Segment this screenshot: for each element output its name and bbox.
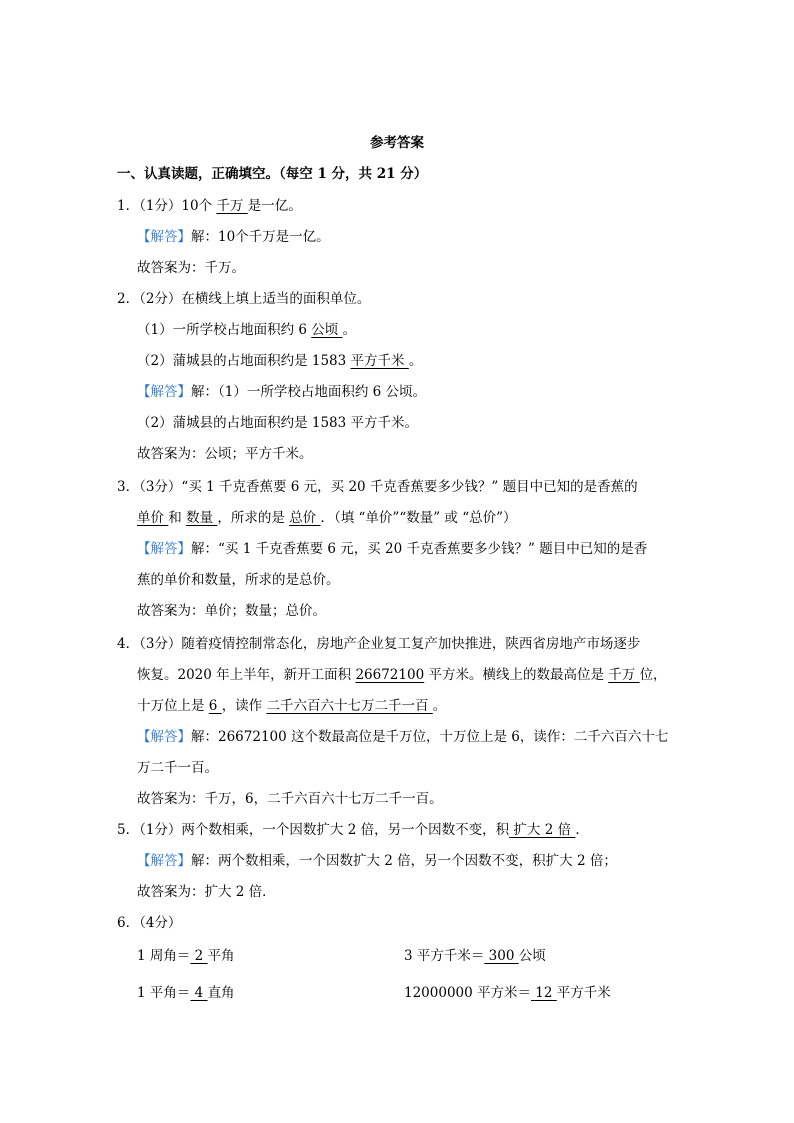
q3-jieda-1: 解：“买 1 千克香蕉要 6 元，买 20 千克香蕉要多少钱？” 题目中已知的是香 bbox=[191, 541, 648, 557]
q2-p2-blank: 平方千米 bbox=[350, 353, 409, 369]
question-6: 6．（4分） bbox=[117, 915, 182, 931]
q4-line-3-tail: 。 bbox=[432, 698, 447, 714]
q6-r1r-text: 3 平方千米＝ bbox=[404, 948, 485, 964]
q3-line-1: 3．（3分）“买 1 千克香蕉要 6 元，买 20 千克香蕉要多少钱？” 题目中已知的是香蕉的 bbox=[117, 479, 638, 495]
q2-p2-text: （2）蒲城县的占地面积约是 1583 bbox=[137, 353, 351, 369]
q4-line-2-tail: 位， bbox=[639, 667, 667, 683]
q6-r1l-blank: 2 bbox=[190, 948, 208, 964]
question-5 bbox=[117, 820, 589, 840]
q3-line-2 bbox=[137, 508, 517, 528]
q2-p1-tail: 。 bbox=[342, 322, 357, 338]
q4-line-3 bbox=[137, 696, 446, 716]
q4-line-2-mid: 平方米。横线上的数最高位是 bbox=[424, 667, 609, 683]
q2-jieda-1: 解：（1）一所学校占地面积约 6 公顷。 bbox=[191, 384, 427, 400]
q6-r2l-text: 1 平角＝ bbox=[137, 985, 191, 1001]
q6-r1r-tail: 公顷 bbox=[518, 948, 546, 964]
q6-r2r-blank: 12 bbox=[531, 985, 557, 1001]
section-heading: 一、认真读题，正确填空。（每空 1 分，共 21 分） bbox=[117, 166, 428, 182]
q3-jieda-2: 蕉的单价和数量，所求的是总价。 bbox=[137, 572, 340, 588]
q1-tail: 是一亿。 bbox=[247, 198, 302, 214]
q4-jieda-2: 万二千一百。 bbox=[137, 760, 218, 776]
page-title: 参考答案 bbox=[370, 135, 424, 151]
q6-row2-left bbox=[137, 983, 235, 1003]
q6-r2r-tail: 平方千米 bbox=[556, 985, 611, 1001]
q5-tail: ． bbox=[575, 822, 589, 838]
q2-jieda-2: （2）蒲城县的占地面积约是 1583 平方千米。 bbox=[137, 415, 419, 431]
q5-jieda: 解：两个数相乘，一个因数扩大 2 倍，另一个因数不变，积扩大 2 倍； bbox=[191, 853, 617, 869]
q3-blank-3: 总价 bbox=[289, 510, 321, 526]
jieda-tag: 【解答】 bbox=[137, 384, 191, 400]
question-1 bbox=[117, 196, 302, 216]
q6-row2-right bbox=[404, 983, 611, 1003]
q6-r1r-blank: 300 bbox=[484, 948, 519, 964]
q2-solution bbox=[137, 382, 426, 402]
q6-r2l-blank: 4 bbox=[190, 985, 208, 1001]
q1-jieda: 解：10个千万是一亿。 bbox=[191, 229, 330, 245]
q4-blank-3: 二千六百六十七万二千一百 bbox=[266, 698, 433, 714]
question-3 bbox=[117, 477, 638, 497]
q2-p1-blank: 公顷 bbox=[311, 322, 343, 338]
q3-blank-2: 数量 bbox=[186, 510, 218, 526]
q4-line-3-head: 十万位上是 bbox=[137, 698, 209, 714]
q2-p2-tail: 。 bbox=[408, 353, 423, 369]
question-4: 4．（3分）随着疫情控制常态化，房地产企业复工复产加快推进，陕西省房地产市场逐步 bbox=[117, 636, 641, 652]
jieda-tag: 【解答】 bbox=[137, 853, 191, 869]
q2-part-1 bbox=[137, 320, 356, 340]
q3-blank-1: 单价 bbox=[137, 510, 169, 526]
jieda-tag: 【解答】 bbox=[137, 229, 191, 245]
q6-row1-left bbox=[137, 946, 235, 966]
q1-text: 1．（1分）10个 bbox=[117, 198, 217, 214]
jieda-tag: 【解答】 bbox=[137, 729, 191, 745]
q4-blank-2: 6 bbox=[208, 698, 222, 714]
q4-solution bbox=[137, 727, 668, 747]
q2-p1-text: （1）一所学校占地面积约 6 bbox=[137, 322, 312, 338]
q3-solution bbox=[137, 539, 647, 559]
q5-blank: 扩大 2 倍 bbox=[509, 822, 576, 838]
q2-answer: 故答案为：公顷；平方千米。 bbox=[137, 446, 313, 462]
q2-part-2 bbox=[137, 351, 422, 371]
q4-jieda-1: 解：26672100 这个数最高位是千万位，十万位上是 6，读作：二千六百六十七 bbox=[191, 729, 669, 745]
q4-answer: 故答案为：千万，6，二千六百六十七万二千一百。 bbox=[137, 791, 443, 807]
q5-solution bbox=[137, 851, 617, 871]
q6-r2r-text: 12000000 平方米＝ bbox=[404, 985, 532, 1001]
q1-solution bbox=[137, 227, 330, 247]
q1-answer: 故答案为：千万。 bbox=[137, 260, 245, 276]
q4-line-2-head: 恢复。2020 年上半年，新开工面积 bbox=[137, 667, 356, 683]
q4-blank-1: 千万 bbox=[608, 667, 640, 683]
q5-answer: 故答案为：扩大 2 倍． bbox=[137, 884, 276, 900]
q1-blank: 千万 bbox=[216, 198, 248, 214]
q6-r1l-text: 1 周角＝ bbox=[137, 948, 191, 964]
q4-number: 26672100 bbox=[355, 667, 425, 683]
question-2: 2．（2分）在横线上填上适当的面积单位。 bbox=[117, 291, 371, 307]
q3-tail: ．（填 “单价”“数量” 或 “总价”） bbox=[320, 510, 517, 526]
q4-line-3-mid: ，读作 bbox=[221, 698, 267, 714]
q6-row1-right bbox=[404, 946, 546, 966]
q6-r2l-tail: 直角 bbox=[207, 985, 235, 1001]
q3-answer: 故答案为：单价；数量；总价。 bbox=[137, 603, 326, 619]
q6-r1l-tail: 平角 bbox=[207, 948, 235, 964]
q4-line-2 bbox=[137, 665, 667, 685]
jieda-tag: 【解答】 bbox=[137, 541, 191, 557]
q3-mid-1: 和 bbox=[168, 510, 187, 526]
q3-mid-2: ，所求的是 bbox=[217, 510, 290, 526]
q5-text: 5．（1分）两个数相乘，一个因数扩大 2 倍，另一个因数不变，积 bbox=[117, 822, 510, 838]
